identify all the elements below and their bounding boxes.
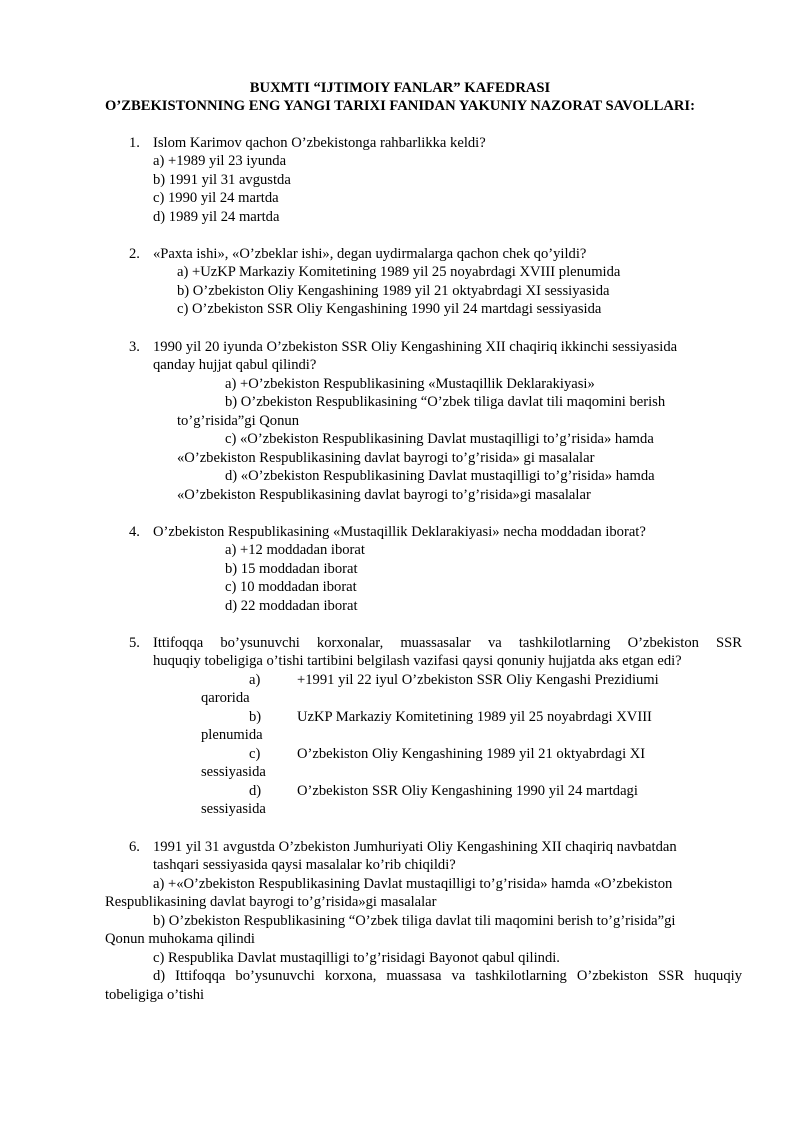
question-5-option-b-line-1: UzKP Markaziy Komitetining 1989 yil 25 noyabrdagi XVIII [297,709,652,725]
question-4-text: O’zbekiston Respublikasining «Mustaqillik Deklarakiyasi» necha moddadan iborat? [153,524,646,540]
question-6-option-c: c) Respublika Davlat mustaqilligi to’g’risidagi Bayonot qabul qilindi. [153,950,560,966]
question-5-option-a-line-2: qarorida [201,690,250,706]
question-5-option-c-label: c) [249,746,261,762]
question-2-option-c: c) O’zbekiston SSR Oliy Kengashining 1990 yil 24 martdagi sessiyasida [177,301,602,317]
question-3-text-line-1: 1990 yil 20 iyunda O’zbekiston SSR Oliy Kengashining XII chaqiriq ikkinchi sessiyasida [153,339,678,355]
question-1-number: 1. [129,135,140,151]
question-1-option-d: d) 1989 yil 24 martda [153,209,280,225]
question-6-option-a-line-1: a) +«O’zbekiston Respublikasining Davlat mustaqilligi to’g’risida» hamda «O’zbekiston [153,876,673,892]
question-3-option-a: a) +O’zbekiston Respublikasining «Mustaqillik Deklarakiyasi» [225,376,595,392]
question-5-option-c-line-2: sessiyasida [201,764,266,780]
question-5-text-line-2: huquqiy tobeligiga o’tishi tartibini belgilash vazifasi qaysi qonuniy hujjatda aks etgan edi? [153,653,682,669]
question-4-option-c: c) 10 moddadan iborat [225,579,357,595]
question-4-number: 4. [129,524,140,540]
question-6-option-d-line-1: d) Ittifoqqa bo’ysunuvchi korxona, muassasa va tashkilotlarning O’zbekiston SSR huquqiy [153,968,742,984]
question-5-option-d-line-2: sessiyasida [201,801,266,817]
question-2-option-a: a) +UzKP Markaziy Komitetining 1989 yil 25 noyabrdagi XVIII plenumida [177,264,621,280]
question-1-option-b: b) 1991 yil 31 avgustda [153,172,291,188]
question-5-option-c-line-1: O’zbekiston Oliy Kengashining 1989 yil 21 oktyabrdagi XI [297,746,646,762]
question-1-text: Islom Karimov qachon O’zbekistonga rahbarlikka keldi? [153,135,486,151]
question-6-text-line-2: tashqari sessiyasida qaysi masalalar ko’rib chiqildi? [153,857,456,873]
question-3-option-c-line-1: c) «O’zbekiston Respublikasining Davlat mustaqilligi to’g’risida» hamda [225,431,654,447]
question-6-option-b-line-2: Qonun muhokama qilindi [105,931,255,947]
question-4-option-d: d) 22 moddadan iborat [225,598,358,614]
exam-title: O’ZBEKISTONNING ENG YANGI TARIXI FANIDAN YAKUNIY NAZORAT SAVOLLARI: [105,98,695,114]
question-4-option-a: a) +12 moddadan iborat [225,542,365,558]
question-3-text-line-2: qanday hujjat qabul qilindi? [153,357,317,373]
question-3-option-d-line-1: d) «O’zbekiston Respublikasining Davlat mustaqilligi to’g’risida» hamda [225,468,655,484]
question-1-option-a: a) +1989 yil 23 iyunda [153,153,287,169]
question-5-option-b-label: b) [249,709,262,725]
question-6-option-d-line-2: tobeligiga o’tishi [105,987,205,1003]
question-5-option-b-line-2: plenumida [201,727,263,743]
question-5-text-line-1: Ittifoqqa bo’ysunuvchi korxonalar, muassasalar va tashkilotlarning O’zbekiston SSR [153,635,742,651]
question-6-option-b-line-1: b) O’zbekiston Respublikasining “O’zbek tiliga davlat tili maqomini berish to’g’risida”gi [153,913,676,929]
question-2-number: 2. [129,246,140,262]
question-3-option-b-line-2: to’g’risida”gi Qonun [177,413,299,429]
question-3-option-b-line-1: b) O’zbekiston Respublikasining “O’zbek tiliga davlat tili maqomini berish [225,394,666,410]
question-5-option-d-label: d) [249,783,262,799]
question-3-number: 3. [129,339,140,355]
question-6-number: 6. [129,839,140,855]
question-5-option-a-line-1: +1991 yil 22 iyul O’zbekiston SSR Oliy Kengashi Prezidiumi [297,672,659,688]
question-5-option-a-label: a) [249,672,261,688]
question-6-option-a-line-2: Respublikasining davlat bayrogi to’g’risida»gi masalalar [105,894,437,910]
question-5-number: 5. [129,635,140,651]
department-title: BUXMTI “IJTIMOIY FANLAR” KAFEDRASI [249,80,551,96]
question-5-option-d-line-1: O’zbekiston SSR Oliy Kengashining 1990 yil 24 martdagi [297,783,638,799]
question-3-option-c-line-2: «O’zbekiston Respublikasining davlat bayrogi to’g’risida» gi masalalar [177,450,595,466]
question-3-option-d-line-2: «O’zbekiston Respublikasining davlat bayrogi to’g’risida»gi masalalar [177,487,591,503]
question-6-text-line-1: 1991 yil 31 avgustda O’zbekiston Jumhuriyati Oliy Kengashining XII chaqiriq navbatdan [153,839,677,855]
question-1-option-c: c) 1990 yil 24 martda [153,190,279,206]
question-2-option-b: b) O’zbekiston Oliy Kengashining 1989 yil 21 oktyabrdagi XI sessiyasida [177,283,610,299]
question-2-text: «Paxta ishi», «O’zbeklar ishi», degan uydirmalarga qachon chek qo’yildi? [153,246,587,262]
question-4-option-b: b) 15 moddadan iborat [225,561,358,577]
